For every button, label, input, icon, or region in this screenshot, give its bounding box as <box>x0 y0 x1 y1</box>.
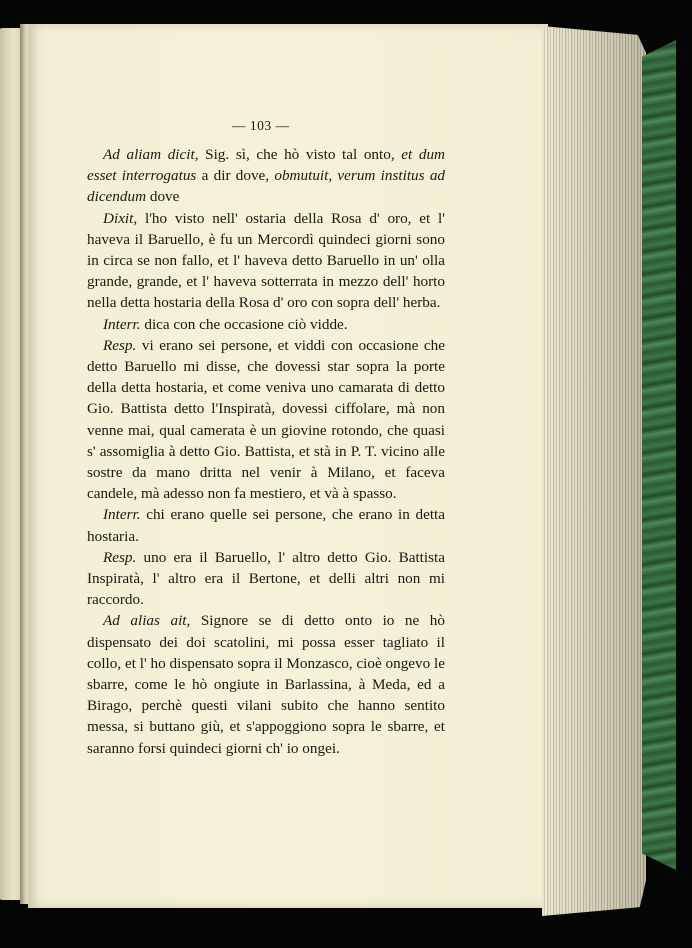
left-page-edge <box>0 28 22 900</box>
book-cover-marbled <box>642 40 676 870</box>
text-segment: dove <box>146 188 180 206</box>
body-text <box>87 118 445 759</box>
text-segment: l'ho visto nell' ostaria della Rosa d' oro, et l' haveva il Baruello, è fu un Mercordì quindeci giorni sono in circa se non fallo, et l' haveva detto Baruello in un' olla grande, grande, et l' haveva sotterrata in mezzo dell' horto nella detta hostaria della Rosa d' oro con sopra dell' herba. <box>87 209 445 312</box>
text-segment: dica con che occasione ciò vidde. <box>140 315 348 333</box>
text-segment: chi erano quelle sei persone, che erano in detta hostaria. <box>87 506 445 545</box>
italic-text-segment: Interr. <box>103 506 141 524</box>
paragraph-1 <box>87 144 445 208</box>
paragraph-2 <box>87 208 445 314</box>
italic-text-segment: Resp. <box>103 336 137 354</box>
text-segment: Signore se di detto onto io ne hò dispensato dei doi scatolini, mi possa esser tagliato il collo, et l' ho dispensato sopra il Monzasco, cioè ongevo le sbarre, come le hò ongiute in Barlassina, à Meda, ed a Birago, perchè questi vilani subito che hanno sentito messa, si buttano giù, et s'appoggiono sopra le sbarre, et saranno forsi quindeci giorni ch' io ongei. <box>87 612 445 757</box>
text-segment: , Sig. sì, che hò visto tal onto, <box>194 146 402 163</box>
paragraph-4 <box>87 335 445 505</box>
paragraph-6 <box>87 547 445 611</box>
italic-text-segment: Resp. <box>103 548 137 566</box>
page-stack-shade <box>542 26 646 916</box>
text-segment: vi erano sei persone, et viddi con occasione che detto Baruello mi disse, che dovessi star sopra la porte della detta hostaria, et come veniva uno camarata di detto Gio. Battista detto l'Inspiratà, dovessi ciffolare, mà non venne mai, qual camerata è un giovine rotondo, che quasi s' assomiglia à detto Gio. Battista, et stà in P. T. vicino alle sostre da mano dritta nel venir à Milano, et faceva candele, mà adesso non fa mestiero, et và à spasso. <box>87 336 445 503</box>
text-segment: uno era il Baruello, l' altro detto Gio. Battista Inspiratà, l' altro era il Bertone, et delli altri non mi raccordo. <box>87 548 445 609</box>
italic-text-segment: , obmutuit, verum institus ad dicendum <box>87 167 446 206</box>
italic-text-segment: Ad aliam dicit <box>103 146 195 163</box>
paragraph-3 <box>87 314 445 335</box>
italic-text-segment: Dixit, <box>103 209 138 227</box>
italic-text-segment: et dum esset interrogatus <box>87 146 446 185</box>
page-number: — 103 — <box>232 118 290 133</box>
italic-text-segment: Ad alias ait, <box>103 612 191 630</box>
paragraph-7 <box>87 610 445 758</box>
italic-text-segment: Interr. <box>103 315 141 333</box>
paragraph-5 <box>87 504 445 546</box>
text-segment: a dir dove <box>196 167 266 185</box>
